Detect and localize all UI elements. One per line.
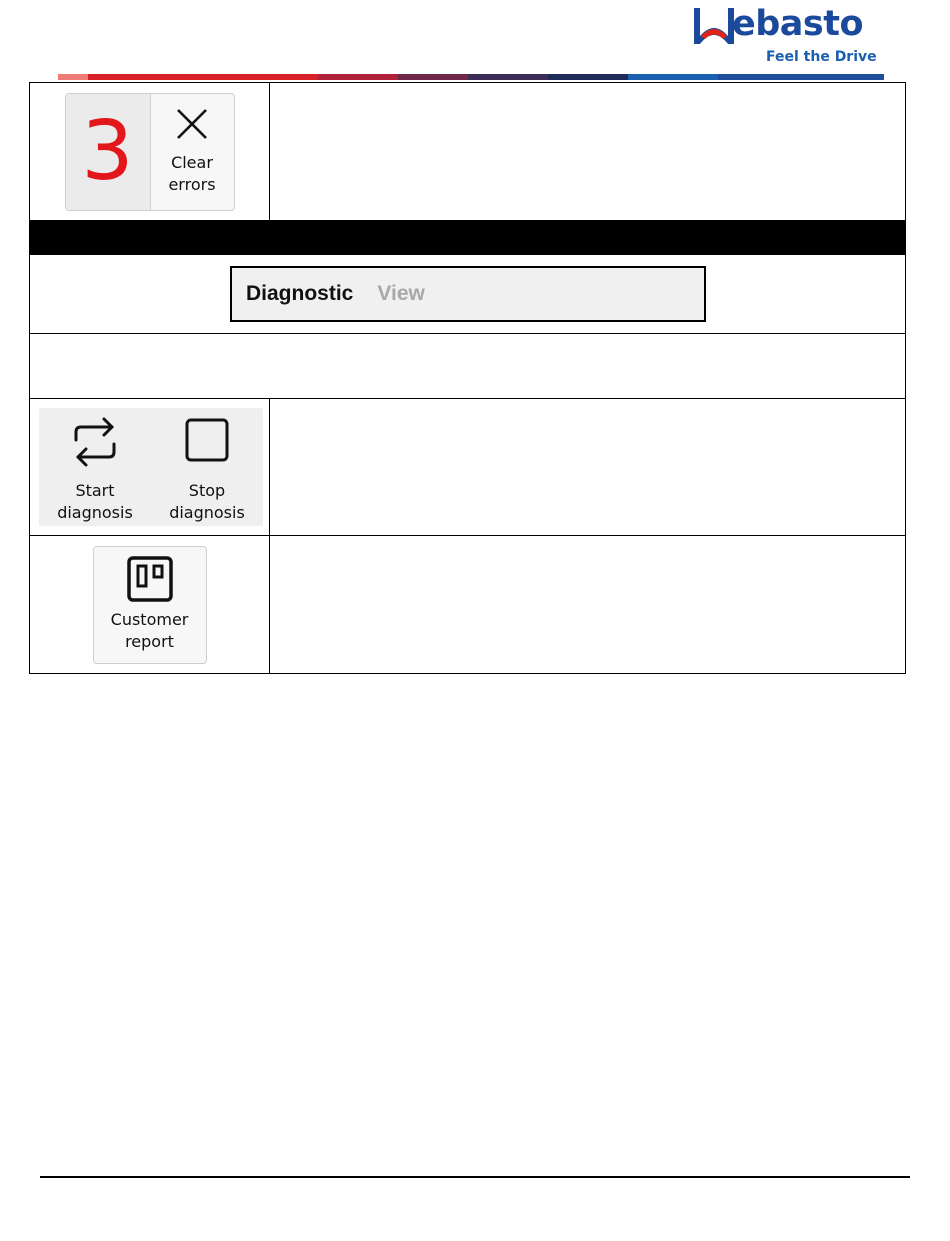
description-cell bbox=[270, 399, 906, 536]
description-cell bbox=[270, 83, 906, 221]
section-header-bar bbox=[30, 221, 906, 255]
table-row bbox=[30, 334, 906, 399]
logo-wordmark: ebasto bbox=[732, 4, 864, 44]
clear-errors-button[interactable] bbox=[151, 94, 234, 210]
table-row bbox=[30, 83, 906, 221]
tab-bar bbox=[230, 266, 706, 322]
stop-square-icon bbox=[182, 416, 232, 468]
tab-view[interactable]: View bbox=[377, 282, 425, 305]
logo-w-mark-icon bbox=[690, 6, 738, 46]
description-cell bbox=[270, 536, 906, 674]
error-control-group bbox=[65, 93, 235, 211]
header-color-stripe bbox=[58, 74, 884, 80]
repeat-icon bbox=[70, 416, 120, 468]
table-row bbox=[30, 536, 906, 674]
content-table bbox=[29, 82, 906, 674]
clear-errors-label: Clear errors bbox=[168, 152, 216, 194]
customer-report-button[interactable] bbox=[93, 546, 207, 664]
error-count: 3 bbox=[66, 94, 151, 210]
table-row bbox=[30, 255, 906, 334]
customer-report-label: Customer report bbox=[110, 609, 189, 651]
report-icon bbox=[126, 555, 174, 603]
logo-tagline: Feel the Drive bbox=[766, 49, 877, 65]
start-diagnosis-button[interactable] bbox=[39, 408, 151, 526]
stop-diagnosis-button[interactable] bbox=[151, 408, 263, 526]
table-row bbox=[30, 399, 906, 536]
tab-diagnostic[interactable]: Diagnostic bbox=[246, 282, 354, 305]
diagnosis-control-group bbox=[39, 408, 263, 526]
close-icon bbox=[174, 106, 210, 142]
footer-rule bbox=[40, 1176, 910, 1178]
stop-diagnosis-label: Stop diagnosis bbox=[169, 481, 245, 522]
start-diagnosis-label: Start diagnosis bbox=[57, 481, 133, 522]
webasto-logo bbox=[690, 4, 880, 66]
